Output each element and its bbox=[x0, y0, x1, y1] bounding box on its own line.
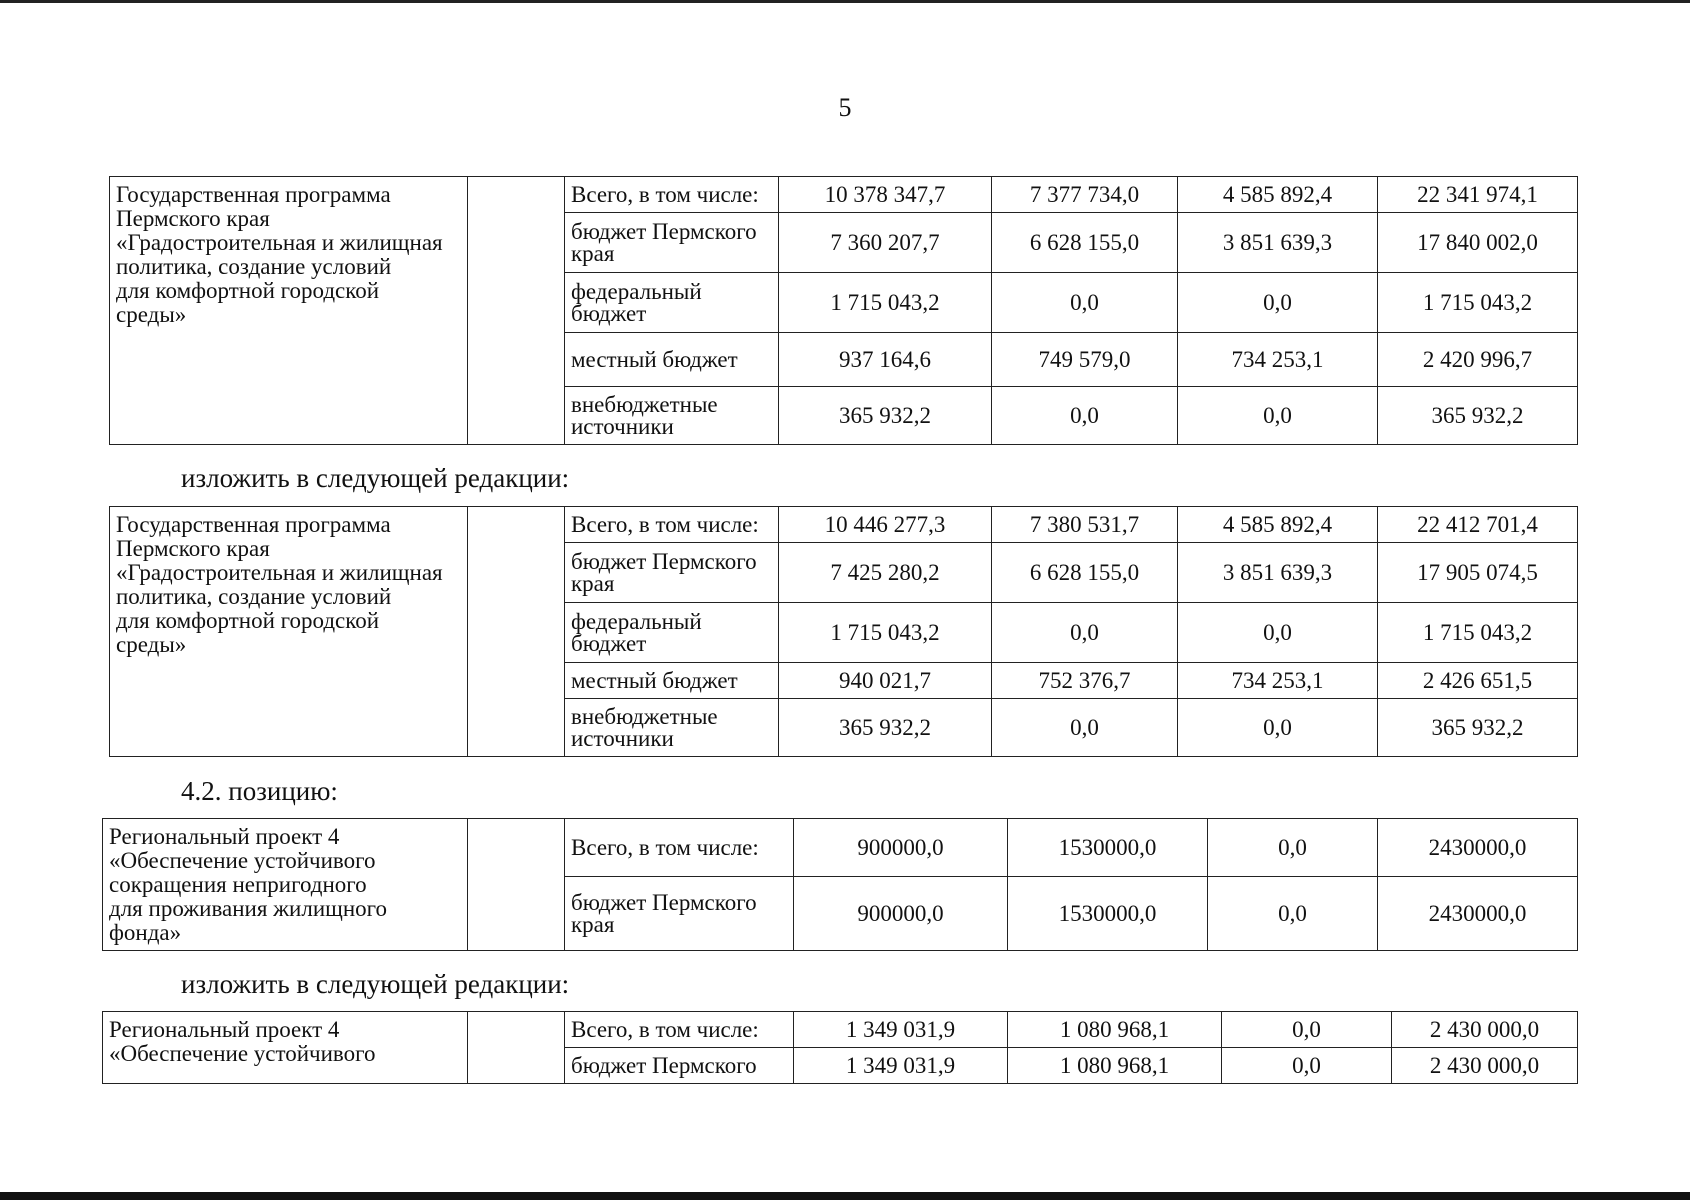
program-name-cell bbox=[103, 1012, 468, 1084]
value-cell-year-3: 734 253,1 bbox=[1178, 333, 1378, 387]
restate-instruction: изложить в следующей редакции: bbox=[181, 463, 570, 493]
program-name-line: Государственная программа bbox=[116, 512, 391, 537]
value-cell-year-3: 3 851 639,3 bbox=[1178, 543, 1378, 603]
value-cell-year-2: 0,0 bbox=[992, 699, 1178, 757]
funding-source-cell: местный бюджет bbox=[565, 663, 779, 699]
program-name-line: политика, создание условий bbox=[116, 254, 392, 279]
empty-cell bbox=[468, 819, 565, 951]
total-cell: 1 715 043,2 bbox=[1378, 603, 1578, 663]
total-cell: 2 430 000,0 bbox=[1392, 1048, 1578, 1084]
value-cell-year-3: 734 253,1 bbox=[1178, 663, 1378, 699]
program-name-line: «Обеспечение устойчивого bbox=[109, 1041, 376, 1066]
value-cell-year-3: 0,0 bbox=[1222, 1012, 1392, 1048]
total-cell: 2 430 000,0 bbox=[1392, 1012, 1578, 1048]
value-cell-year-2: 6 628 155,0 bbox=[992, 213, 1178, 273]
table-row bbox=[110, 507, 1578, 543]
program-name-line: Государственная программа bbox=[116, 182, 391, 207]
total-cell: 17 840 002,0 bbox=[1378, 213, 1578, 273]
value-cell-year-3: 4 585 892,4 bbox=[1178, 507, 1378, 543]
value-cell-year-3: 3 851 639,3 bbox=[1178, 213, 1378, 273]
value-cell-year-2: 1530000,0 bbox=[1008, 877, 1208, 951]
program-name-line: для комфортной городской bbox=[116, 278, 380, 303]
program-name-cell bbox=[110, 177, 468, 445]
value-cell-year-1: 900000,0 bbox=[794, 819, 1008, 877]
regional-project-table-old bbox=[102, 818, 1578, 951]
value-cell-year-2: 7 377 734,0 bbox=[992, 177, 1178, 213]
value-cell-year-1: 7 425 280,2 bbox=[779, 543, 992, 603]
table-row bbox=[103, 819, 1578, 877]
program-name-line: Региональный проект 4 bbox=[109, 1017, 340, 1042]
value-cell-year-1: 10 446 277,3 bbox=[779, 507, 992, 543]
value-cell-year-1: 1 715 043,2 bbox=[779, 273, 992, 333]
value-cell-year-1: 1 349 031,9 bbox=[794, 1012, 1008, 1048]
funding-source-cell: бюджет Пермского края bbox=[565, 543, 779, 603]
program-name-line: сокращения непригодного bbox=[109, 872, 367, 897]
value-cell-year-1: 365 932,2 bbox=[779, 387, 992, 445]
empty-cell bbox=[468, 177, 565, 445]
program-name-line: «Обеспечение устойчивого bbox=[109, 848, 376, 873]
funding-source-cell: Всего, в том числе: bbox=[565, 1012, 794, 1048]
program-name-line: Пермского края bbox=[116, 206, 270, 231]
program-name-line: среды» bbox=[116, 302, 187, 327]
total-cell: 1 715 043,2 bbox=[1378, 273, 1578, 333]
value-cell-year-3: 0,0 bbox=[1208, 877, 1378, 951]
value-cell-year-2: 752 376,7 bbox=[992, 663, 1178, 699]
table-row bbox=[103, 1012, 1578, 1048]
total-cell: 22 412 701,4 bbox=[1378, 507, 1578, 543]
program-name-cell bbox=[103, 819, 468, 951]
program-name-line: среды» bbox=[116, 632, 187, 657]
funding-source-cell: Всего, в том числе: bbox=[565, 819, 794, 877]
value-cell-year-2: 1 080 968,1 bbox=[1008, 1048, 1222, 1084]
empty-cell bbox=[468, 1012, 565, 1084]
total-cell: 22 341 974,1 bbox=[1378, 177, 1578, 213]
total-cell: 2430000,0 bbox=[1378, 819, 1578, 877]
value-cell-year-1: 1 715 043,2 bbox=[779, 603, 992, 663]
value-cell-year-1: 365 932,2 bbox=[779, 699, 992, 757]
page-bottom-edge bbox=[0, 1192, 1690, 1200]
value-cell-year-1: 1 349 031,9 bbox=[794, 1048, 1008, 1084]
empty-cell bbox=[468, 507, 565, 757]
funding-source-cell: бюджет Пермского края bbox=[565, 877, 794, 951]
value-cell-year-3: 0,0 bbox=[1178, 699, 1378, 757]
regional-project-table-new bbox=[102, 1011, 1578, 1084]
program-name-line: для проживания жилищного bbox=[109, 896, 388, 921]
value-cell-year-2: 0,0 bbox=[992, 603, 1178, 663]
value-cell-year-2: 749 579,0 bbox=[992, 333, 1178, 387]
total-cell: 17 905 074,5 bbox=[1378, 543, 1578, 603]
page-number: 5 bbox=[838, 93, 852, 122]
value-cell-year-3: 0,0 bbox=[1178, 387, 1378, 445]
funding-source-cell: федеральный бюджет bbox=[565, 273, 779, 333]
program-table-old bbox=[109, 176, 1578, 445]
program-name-cell bbox=[110, 507, 468, 757]
program-name-line: «Градостроительная и жилищная bbox=[116, 230, 443, 255]
value-cell-year-3: 0,0 bbox=[1208, 819, 1378, 877]
funding-source-cell: бюджет Пермского bbox=[565, 1048, 794, 1084]
value-cell-year-2: 1 080 968,1 bbox=[1008, 1012, 1222, 1048]
program-name-line: фонда» bbox=[109, 920, 182, 945]
item-4-2-heading: 4.2. позицию: bbox=[181, 776, 338, 806]
funding-source-cell: местный бюджет bbox=[565, 333, 779, 387]
value-cell-year-1: 7 360 207,7 bbox=[779, 213, 992, 273]
value-cell-year-1: 937 164,6 bbox=[779, 333, 992, 387]
value-cell-year-3: 0,0 bbox=[1178, 273, 1378, 333]
value-cell-year-1: 900000,0 bbox=[794, 877, 1008, 951]
program-name-line: «Градостроительная и жилищная bbox=[116, 560, 443, 585]
total-cell: 365 932,2 bbox=[1378, 387, 1578, 445]
funding-source-cell: федеральный бюджет bbox=[565, 603, 779, 663]
total-cell: 2 426 651,5 bbox=[1378, 663, 1578, 699]
value-cell-year-1: 10 378 347,7 bbox=[779, 177, 992, 213]
value-cell-year-2: 0,0 bbox=[992, 387, 1178, 445]
page-top-edge bbox=[0, 0, 1690, 3]
funding-source-cell: внебюджетные источники bbox=[565, 699, 779, 757]
program-name-line: политика, создание условий bbox=[116, 584, 392, 609]
value-cell-year-2: 7 380 531,7 bbox=[992, 507, 1178, 543]
value-cell-year-3: 0,0 bbox=[1222, 1048, 1392, 1084]
program-name-line: для комфортной городской bbox=[116, 608, 380, 633]
value-cell-year-3: 4 585 892,4 bbox=[1178, 177, 1378, 213]
value-cell-year-1: 940 021,7 bbox=[779, 663, 992, 699]
program-name-line: Пермского края bbox=[116, 536, 270, 561]
program-table-new bbox=[109, 506, 1578, 757]
value-cell-year-2: 6 628 155,0 bbox=[992, 543, 1178, 603]
restate-instruction: изложить в следующей редакции: bbox=[181, 969, 570, 999]
program-name-line: Региональный проект 4 bbox=[109, 824, 340, 849]
total-cell: 2 420 996,7 bbox=[1378, 333, 1578, 387]
funding-source-cell: бюджет Пермского края bbox=[565, 213, 779, 273]
funding-source-cell: внебюджетные источники bbox=[565, 387, 779, 445]
funding-source-cell: Всего, в том числе: bbox=[565, 507, 779, 543]
funding-source-cell: Всего, в том числе: bbox=[565, 177, 779, 213]
value-cell-year-2: 1530000,0 bbox=[1008, 819, 1208, 877]
table-row bbox=[110, 177, 1578, 213]
total-cell: 365 932,2 bbox=[1378, 699, 1578, 757]
total-cell: 2430000,0 bbox=[1378, 877, 1578, 951]
value-cell-year-3: 0,0 bbox=[1178, 603, 1378, 663]
value-cell-year-2: 0,0 bbox=[992, 273, 1178, 333]
